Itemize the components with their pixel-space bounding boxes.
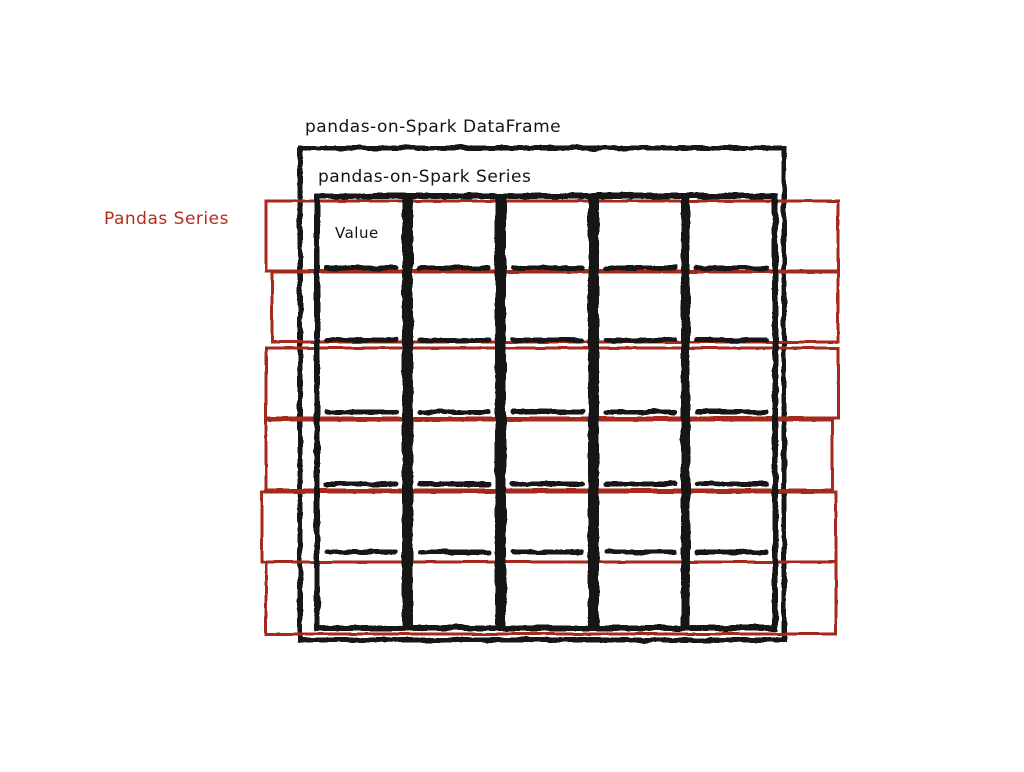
pandas-series-title: Pandas Series bbox=[104, 209, 229, 229]
cell-value-label: Value bbox=[335, 224, 379, 242]
cell-separators bbox=[327, 268, 766, 552]
dataframe-title: pandas-on-Spark DataFrame bbox=[305, 117, 562, 137]
dataframe-boundary bbox=[300, 148, 784, 640]
series-title: pandas-on-Spark Series bbox=[318, 167, 532, 187]
